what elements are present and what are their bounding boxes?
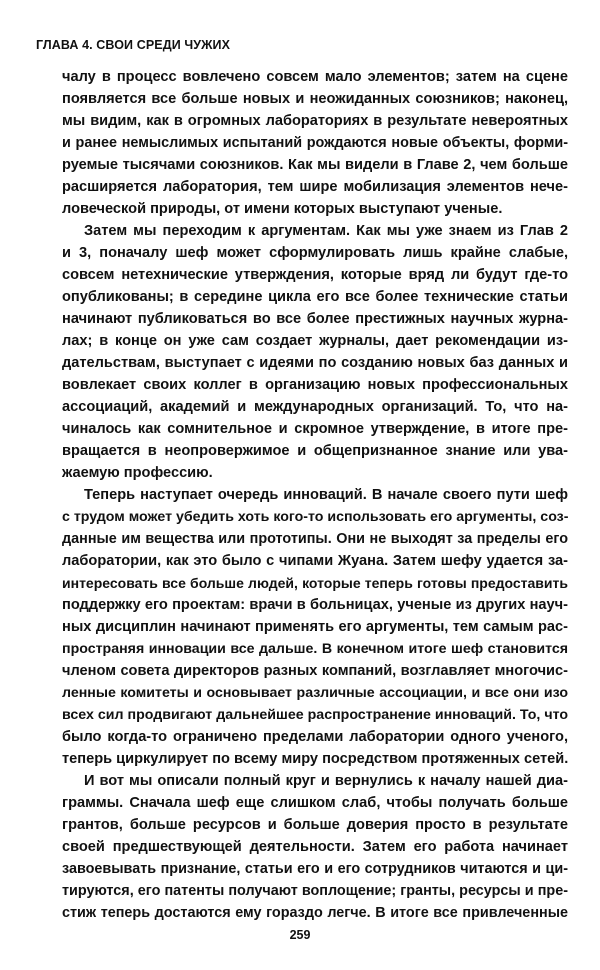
text-line: появляется все больше новых и неожиданных союзников; наконец, <box>62 91 568 107</box>
paragraph-first-line: И вот мы описали полный круг и вернулись к началу нашей диа- <box>84 773 568 789</box>
text-line: граммы. Сначала шеф еще слишком слаб, чтобы получать больше <box>62 795 568 811</box>
text-line: опубликованы; в середине цикла его все более технические статьи <box>62 289 568 305</box>
text-line: членом совета директоров разных компаний, возглавляет многочис- <box>62 663 568 679</box>
text-line: тируются, его патенты получают воплощение; гранты, ресурсы и пре- <box>62 883 568 899</box>
text-line: расширяется лаборатория, тем шире мобилизация элементов нече- <box>62 179 568 195</box>
text-line: и 3, поначалу шеф может сформулировать лишь крайне слабые, <box>62 245 568 261</box>
text-line: вращается в неопровержимое и общепризнанное знание или ува- <box>62 443 568 459</box>
paragraph-first-line: Затем мы переходим к аргументам. Как мы уже знаем из Глав 2 <box>84 223 568 239</box>
paragraph-first-line: Теперь наступает очередь инноваций. В начале своего пути шеф <box>84 487 568 503</box>
text-line: грантов, больше ресурсов и больше доверия просто в результате <box>62 817 568 833</box>
running-head: ГЛАВА 4. СВОИ СРЕДИ ЧУЖИХ <box>36 38 231 52</box>
page-number: 259 <box>289 928 311 942</box>
text-line: теперь циркулирует по всему миру посредством протяженных сетей. <box>62 751 569 767</box>
text-line: своей предшествующей деятельности. Затем его работа начинает <box>62 839 568 855</box>
text-line: лаборатории, как это было с чипами Жуана. Затем шефу удается за- <box>62 553 568 569</box>
text-line: данные им вещества или прототипы. Они не выходят за пределы его <box>62 531 568 547</box>
text-line: вовлекает своих коллег в организацию новых профессиональных <box>62 377 568 393</box>
text-line: мы видим, как в огромных лабораториях в результате невероятных <box>62 113 568 129</box>
text-line: ассоциаций, академий и международных организаций. То, что на- <box>62 399 568 415</box>
text-line: с трудом может убедить хоть кого-то использовать его аргументы, соз- <box>62 509 569 525</box>
text-line: стиж теперь достаются ему гораздо легче. В итоге все привлеченные <box>62 905 568 921</box>
body-text <box>62 66 568 924</box>
text-line: жаемую профессию. <box>62 465 213 481</box>
text-line: совсем нетехнические утверждения, которые вряд ли будут где-то <box>62 267 568 283</box>
text-line: пространяя инновации все дальше. В конечном итоге шеф становится <box>62 641 568 657</box>
text-line: завоевывать признание, статьи его и его сотрудников читаются и ци- <box>62 861 568 877</box>
text-line: чиналось как сомнительное и скромное утверждение, в итоге пре- <box>62 421 568 437</box>
text-line: руемые тысячами союзников. Как мы видели в Главе 2, чем больше <box>62 157 568 173</box>
text-line: лах; в конце он уже сам создает журналы, дает рекомендации из- <box>62 333 568 349</box>
text-line: дательствам, выступает с идеями по созданию новых баз данных и <box>62 355 568 371</box>
text-line: ловеческой природы, от имени которых выступают ученые. <box>62 201 503 217</box>
text-line: ленные комитеты и основывает различные ассоциации, и все они изо <box>62 685 568 701</box>
text-line: интересовать все больше людей, которые теперь готовы предоставить <box>62 575 568 591</box>
text-line: и ранее немыслимых испытаний рождаются новые объекты, форми- <box>62 135 568 151</box>
text-line: начинают публиковаться во все более престижных научных журна- <box>62 311 568 327</box>
text-line: поддержку его проектам: врачи в больницах, ученые из других науч- <box>62 597 568 613</box>
text-line: ных дисциплин начинают применять его аргументы, тем самым рас- <box>62 619 568 635</box>
text-line: было когда-то ограничено пределами лаборатории одного ученого, <box>62 729 568 745</box>
text-line: чалу в процесс вовлечено совсем мало элементов; затем на сцене <box>62 69 568 85</box>
text-line: всех сил продвигают дальнейшее распространение инноваций. То, что <box>62 707 568 723</box>
